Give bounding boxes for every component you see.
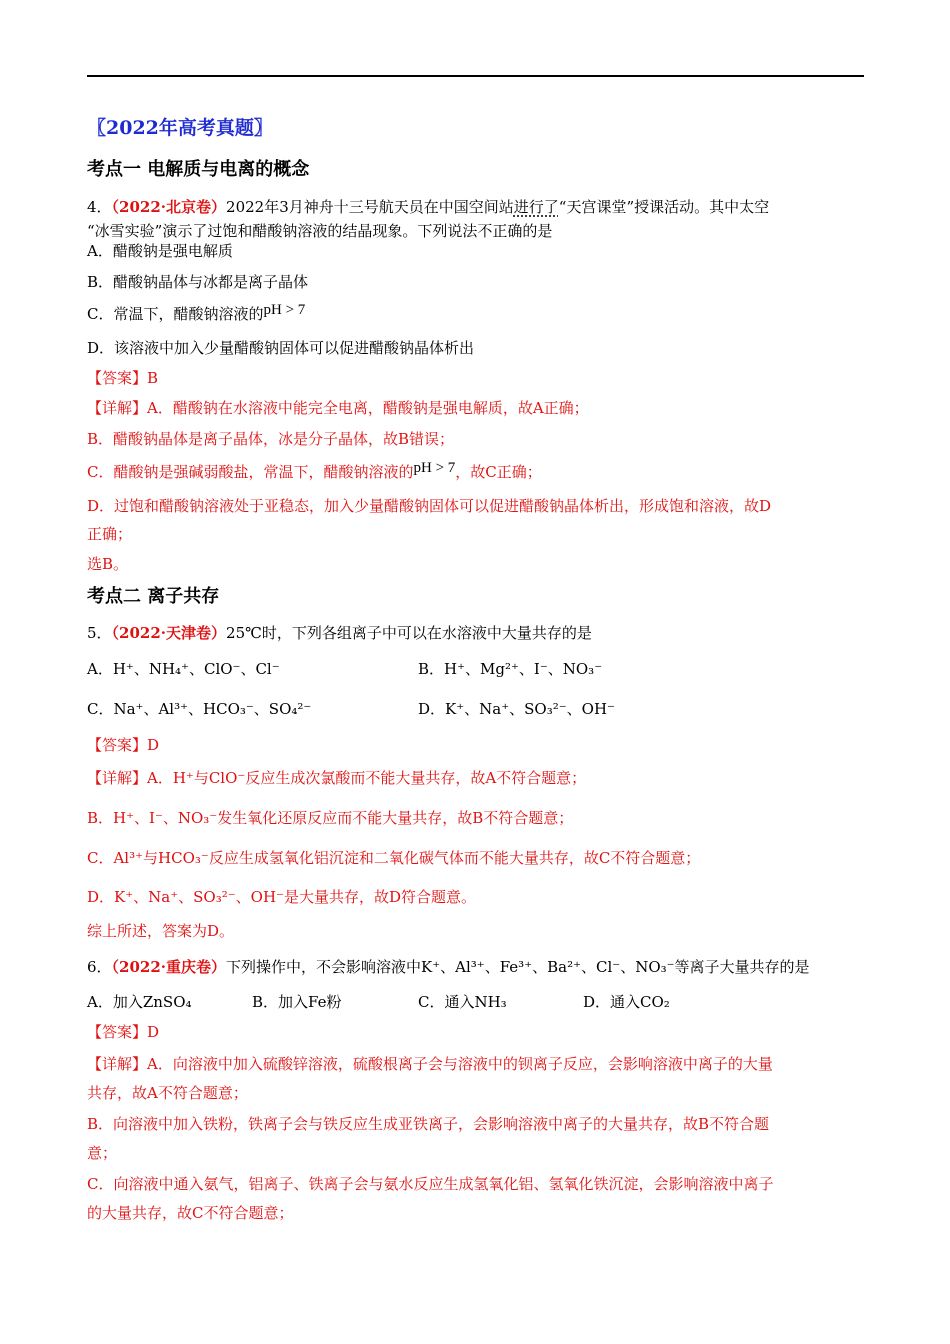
- q6-explain-1: 【详解】A．向溶液中加入硫酸锌溶液，硫酸根离子会与溶液中的钡离子反应，会影响溶液中离子的大量: [87, 1055, 773, 1073]
- q5-source: （2022·天津卷）: [111, 624, 227, 642]
- q6-explain-2: B．向溶液中加入铁粉，铁离子会与铁反应生成亚铁离子，会影响溶液中离子的大量共存，故B不符合题: [87, 1115, 770, 1133]
- q4-option-c: C．常温下，醋酸钠溶液的pH > 7: [87, 302, 306, 323]
- header-rule: [87, 75, 864, 77]
- q4-explain-4: D．过饱和醋酸钠溶液处于亚稳态，加入少量醋酸钠固体可以促进醋酸钠晶体析出，形成饱和溶液，故D: [87, 497, 772, 515]
- q6-explain-3b: 的大量共存，故C不符合题意；: [87, 1204, 294, 1222]
- q4-stem-line2: “冰雪实验”演示了过饱和醋酸钠溶液的结晶现象。下列说法不正确的是: [87, 222, 553, 240]
- q6-option-b: B．加入Fe粉: [252, 993, 342, 1011]
- q4-explain-5: 选B。: [87, 555, 129, 573]
- q5-answer: 【答案】D: [87, 736, 160, 754]
- q5-explain-5: 综上所述，答案为D。: [87, 922, 235, 940]
- q6-stem: 6．（2022·重庆卷）下列操作中，不会影响溶液中K⁺、Al³⁺、Fe³⁺、Ba²⁺、Cl⁻、NO₃⁻等离子大量共存的是: [87, 958, 810, 976]
- q4-explain-2: B．醋酸钠晶体是离子晶体，冰是分子晶体，故B错误；: [87, 430, 455, 448]
- section-title-2: 考点二 离子共存: [87, 586, 220, 607]
- q5-option-b: B．H⁺、Mg²⁺、I⁻、NO₃⁻: [418, 660, 603, 678]
- q5-explain-2: B．H⁺、I⁻、NO₃⁻发生氧化还原反应而不能大量共存，故B不符合题意；: [87, 809, 574, 827]
- q6-option-c: C．通入NH₃: [418, 993, 507, 1011]
- q4-option-d: D．该溶液中加入少量醋酸钠固体可以促进醋酸钠晶体析出: [87, 339, 475, 357]
- q6-explain-1b: 共存，故A不符合题意；: [87, 1084, 248, 1102]
- q4-option-b: B．醋酸钠晶体与冰都是离子晶体: [87, 273, 309, 291]
- q4-explain-4b: 正确；: [87, 525, 133, 543]
- q6-option-a: A．加入ZnSO₄: [87, 993, 192, 1011]
- q6-source: （2022·重庆卷）: [111, 958, 227, 976]
- q4-stem: 4．（2022·北京卷）2022年3月神舟十三号航天员在中国空间站进行了“天宫课堂”授课活动。其中太空: [87, 198, 770, 216]
- q5-option-c: C．Na⁺、Al³⁺、HCO₃⁻、SO₄²⁻: [87, 700, 312, 718]
- q4-source: （2022·北京卷）: [111, 198, 227, 216]
- q4-explain-3: C．醋酸钠是强碱弱酸盐，常温下，醋酸钠溶液的pH > 7，故C正确；: [87, 460, 542, 481]
- q5-explain-1: 【详解】A．H⁺与ClO⁻反应生成次氯酸而不能大量共存，故A不符合题意；: [87, 769, 587, 787]
- q6-explain-2b: 意；: [87, 1144, 118, 1162]
- q5-explain-3: C．Al³⁺与HCO₃⁻反应生成氢氧化铝沉淀和二氧化碳气体而不能大量共存，故C不符合题意；: [87, 849, 701, 867]
- q5-option-d: D．K⁺、Na⁺、SO₃²⁻、OH⁻: [418, 700, 615, 718]
- q5-option-a: A．H⁺、NH₄⁺、ClO⁻、Cl⁻: [87, 660, 280, 678]
- q5-stem: 5．（2022·天津卷）25℃时，下列各组离子中可以在水溶液中大量共存的是: [87, 624, 592, 642]
- q5-explain-4: D．K⁺、Na⁺、SO₃²⁻、OH⁻是大量共存，故D符合题意。: [87, 888, 476, 906]
- q4-explain-1: 【详解】A．醋酸钠在水溶液中能完全电离，醋酸钠是强电解质，故A正确；: [87, 399, 589, 417]
- q4-answer: 【答案】B: [87, 369, 159, 387]
- q4-option-a: A．醋酸钠是强电解质: [87, 242, 233, 260]
- section-title-1: 考点一 电解质与电离的概念: [87, 159, 310, 180]
- q6-explain-3: C．向溶液中通入氨气，铝离子、铁离子会与氨水反应生成氢氧化铝、氢氧化铁沉淀，会影响溶液中离子: [87, 1175, 774, 1193]
- page-title: 〖2022年高考真题〗: [87, 117, 273, 139]
- q6-answer: 【答案】D: [87, 1023, 160, 1041]
- q6-option-d: D．通入CO₂: [583, 993, 670, 1011]
